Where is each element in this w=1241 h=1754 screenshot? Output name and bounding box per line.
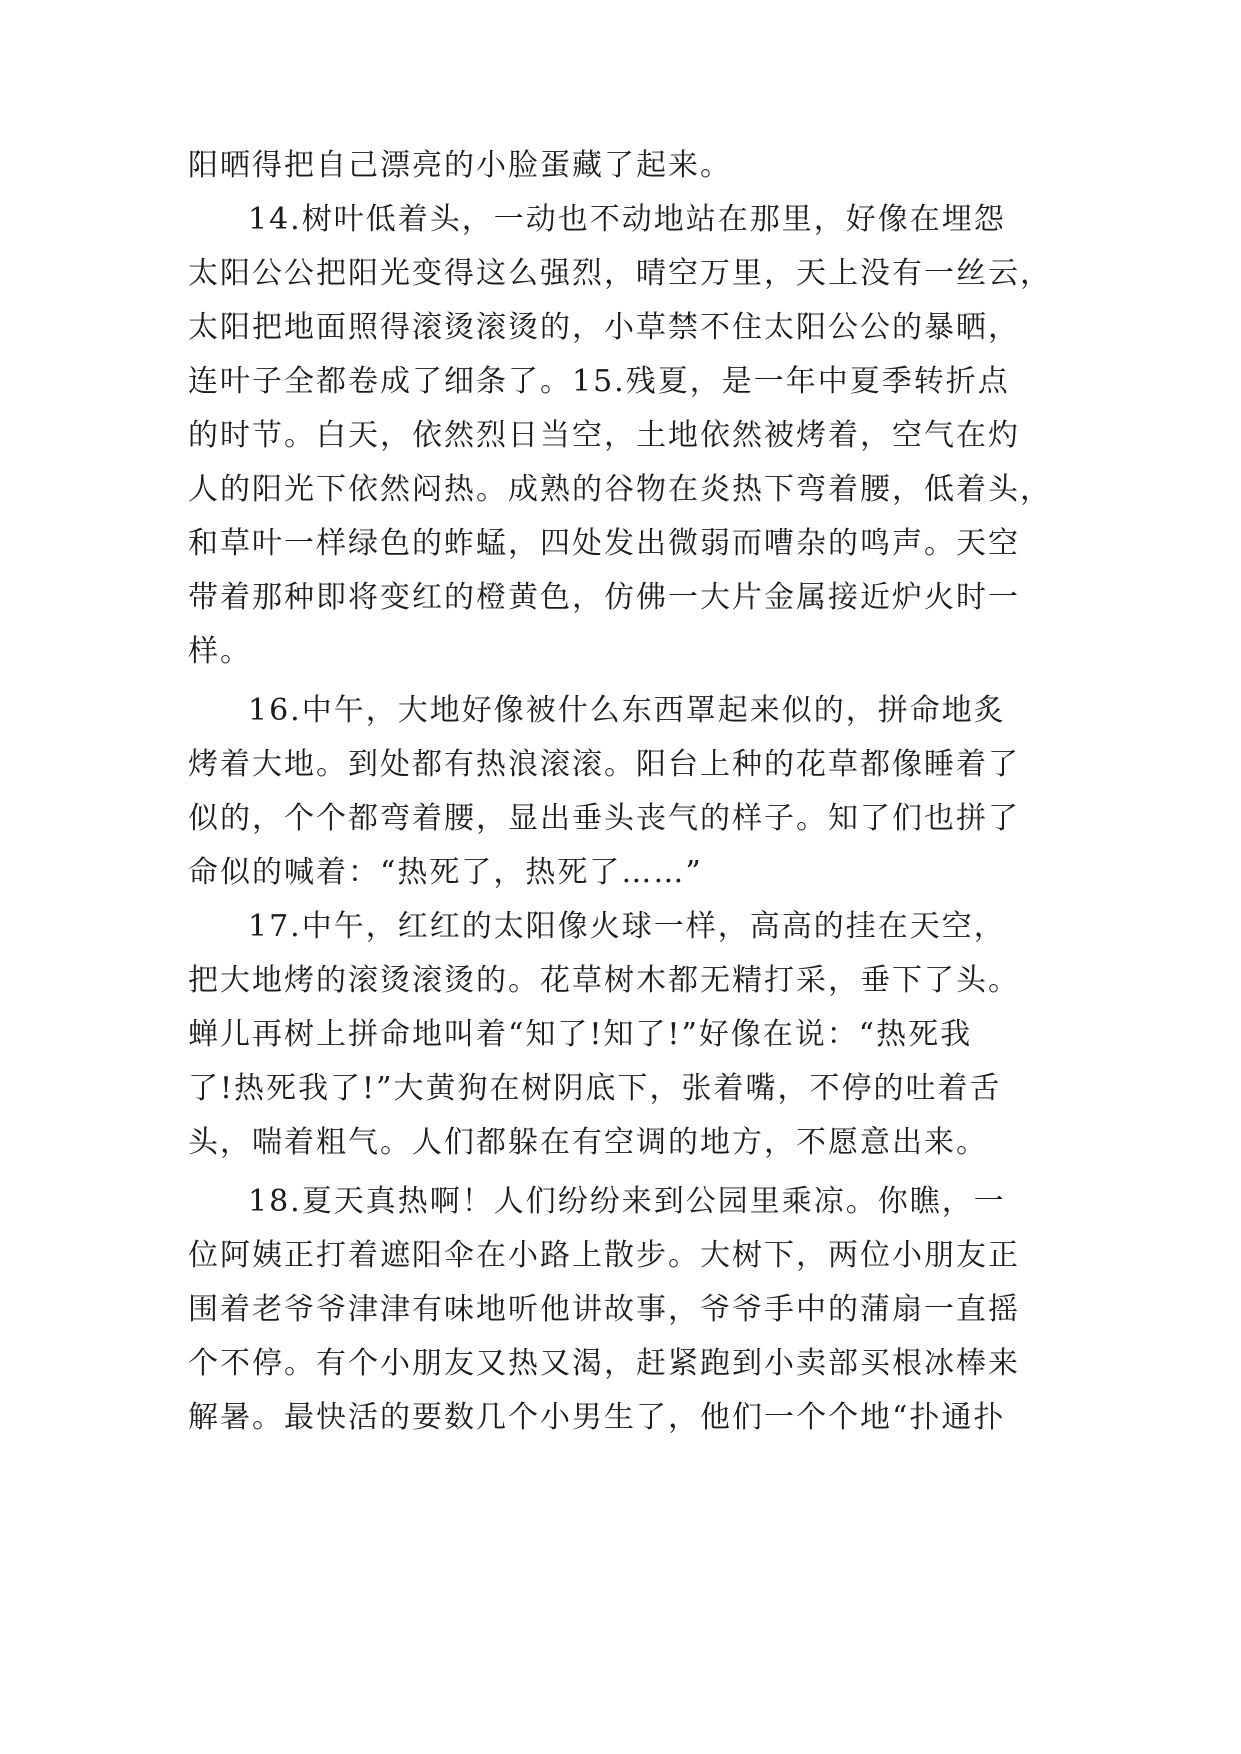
text-line: 17.中午，红红的太阳像火球一样，高高的挂在天空， — [248, 909, 1006, 944]
text-line: 16.中午，大地好像被什么东西罩起来似的，拼命地炙 — [248, 693, 1006, 728]
text-line: 带着那种即将变红的橙黄色，仿佛一大片金属接近炉火时一 — [188, 580, 1020, 615]
text-line: 头，喘着粗气。人们都躲在有空调的地方，不愿意出来。 — [188, 1125, 988, 1160]
text-line: 蝉儿再树上拼命地叫着“知了!知了!”好像在说：“热死我 — [188, 1017, 973, 1052]
text-line: 围着老爷爷津津有味地听他讲故事，爷爷手中的蒲扇一直摇 — [188, 1292, 1020, 1327]
text-line: 解暑。最快活的要数几个小男生了，他们一个个地“扑通扑 — [188, 1400, 1006, 1435]
text-line: 了!热死我了!”大黄狗在树阴底下，张着嘴，不停的吐着舌 — [188, 1071, 1002, 1106]
text-line: 太阳公公把阳光变得这么强烈，晴空万里，天上没有一丝云， — [188, 256, 1052, 291]
text-line: 似的，个个都弯着腰，显出垂头丧气的样子。知了们也拼了 — [188, 801, 1020, 836]
text-line: 人的阳光下依然闷热。成熟的谷物在炎热下弯着腰，低着头， — [188, 472, 1052, 507]
text-line: 烤着大地。到处都有热浪滚滚。阳台上种的花草都像睡着了 — [188, 747, 1020, 782]
text-line: 和草叶一样绿色的蚱蜢，四处发出微弱而嘈杂的鸣声。天空 — [188, 526, 1020, 561]
text-line: 18.夏天真热啊！人们纷纷来到公园里乘凉。你瞧，一 — [248, 1184, 1006, 1219]
text-line: 连叶子全都卷成了细条了。15.残夏，是一年中夏季转折点 — [188, 364, 1010, 399]
text-line: 的时节。白天，依然烈日当空，土地依然被烤着，空气在灼 — [188, 418, 1020, 453]
text-line: 个不停。有个小朋友又热又渴，赶紧跑到小卖部买根冰棒来 — [188, 1346, 1020, 1381]
text-line: 14.树叶低着头，一动也不动地站在那里，好像在埋怨 — [248, 202, 1006, 237]
text-line: 太阳把地面照得滚烫滚烫的，小草禁不住太阳公公的暴晒， — [188, 310, 1020, 345]
text-line: 样。 — [188, 634, 252, 669]
text-line: 阳晒得把自己漂亮的小脸蛋藏了起来。 — [188, 148, 732, 183]
text-line: 位阿姨正打着遮阳伞在小路上散步。大树下，两位小朋友正 — [188, 1238, 1020, 1273]
text-line: 把大地烤的滚烫滚烫的。花草树木都无精打采，垂下了头。 — [188, 963, 1020, 998]
text-line: 命似的喊着：“热死了，热死了……” — [188, 855, 703, 890]
